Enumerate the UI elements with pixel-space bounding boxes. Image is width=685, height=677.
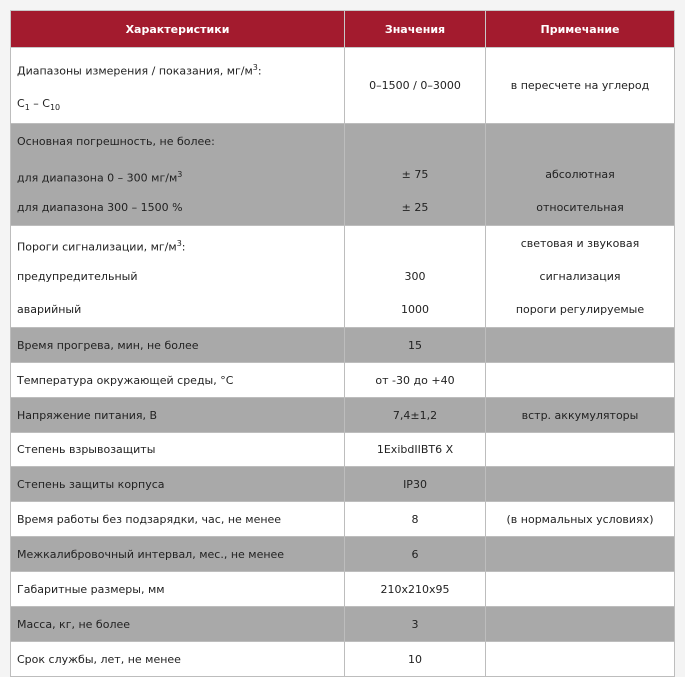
row-label: Габаритные размеры, мм <box>11 572 345 607</box>
error-range2-label: для диапазона 300 – 1500 % <box>17 201 183 214</box>
table-row <box>11 642 675 677</box>
table-row <box>11 502 675 537</box>
table-row-alarms <box>11 226 675 328</box>
ranges-label-cell <box>11 48 345 124</box>
table-row <box>11 607 675 642</box>
row-note <box>486 607 675 642</box>
alarms-warning-value: 300 <box>404 270 426 283</box>
table-row-error <box>11 124 675 226</box>
header-notes: Примечание <box>486 11 675 48</box>
row-label: Время работы без подзарядки, час, не менее <box>11 502 345 537</box>
error-value2: ± 25 <box>401 201 429 214</box>
header-values: Значения <box>345 11 486 48</box>
ranges-value: 0–1500 / 0–3000 <box>345 48 486 124</box>
error-label: Основная погрешность, не более: <box>17 135 215 148</box>
row-note <box>486 572 675 607</box>
header-characteristics: Характеристики <box>11 11 345 48</box>
alarms-note2: сигнализация <box>539 270 621 283</box>
table-row <box>11 363 675 398</box>
row-value: 8 <box>345 502 486 537</box>
row-label: Температура окружающей среды, °C <box>11 363 345 398</box>
alarms-note3: пороги регулируемые <box>515 303 645 316</box>
error-note2: относительная <box>536 201 624 214</box>
row-note <box>486 328 675 363</box>
row-label: Время прогрева, мин, не более <box>11 328 345 363</box>
row-note <box>486 467 675 502</box>
row-value: 210x210x95 <box>345 572 486 607</box>
table-row <box>11 433 675 467</box>
row-value: 15 <box>345 328 486 363</box>
row-label: Степень взрывозащиты <box>11 433 345 467</box>
ranges-note: в пересчете на углерод <box>486 48 675 124</box>
header-row <box>11 11 675 48</box>
row-note <box>486 433 675 467</box>
alarms-note-cell <box>486 226 675 328</box>
row-label: Срок службы, лет, не менее <box>11 642 345 677</box>
row-note: встр. аккумуляторы <box>486 398 675 433</box>
ranges-compound: $C_1 - C_{10}$ <box>17 96 61 112</box>
row-value: 7,4±1,2 <box>345 398 486 433</box>
row-value: 3 <box>345 607 486 642</box>
error-value-cell <box>345 124 486 226</box>
row-value: от -30 до +40 <box>345 363 486 398</box>
error-note1: абсолютная <box>545 168 615 181</box>
table-row <box>11 572 675 607</box>
specs-table <box>10 10 675 677</box>
alarms-value-cell <box>345 226 486 328</box>
ranges-label: Диапазоны измерения / показания, $мг/м^3$: <box>17 62 262 78</box>
error-note-cell <box>486 124 675 226</box>
row-label: Степень защиты корпуса <box>11 467 345 502</box>
error-range1-label: для диапазона 0 – 300 $мг/м^3$ <box>17 170 183 185</box>
row-note: (в нормальных условиях) <box>486 502 675 537</box>
row-value: 10 <box>345 642 486 677</box>
row-value: IP30 <box>345 467 486 502</box>
alarms-label: Пороги сигнализации, $мг/м^3$: <box>17 239 186 254</box>
alarms-emergency-label: аварийный <box>17 303 82 316</box>
table-row-ranges <box>11 48 675 124</box>
row-note <box>486 642 675 677</box>
row-note <box>486 537 675 572</box>
alarms-warning-label: предупредительный <box>17 270 138 283</box>
alarms-label-cell <box>11 226 345 328</box>
row-label: Напряжение питания, В <box>11 398 345 433</box>
alarms-note1: световая и звуковая <box>520 237 640 250</box>
error-value1: ± 75 <box>401 168 429 181</box>
table-row <box>11 467 675 502</box>
row-note <box>486 363 675 398</box>
row-label: Масса, кг, не более <box>11 607 345 642</box>
row-label: Межкалибровочный интервал, мес., не менее <box>11 537 345 572</box>
error-label-cell <box>11 124 345 226</box>
table-row <box>11 398 675 433</box>
table-row <box>11 537 675 572</box>
row-value: 1ExibdIIBT6 X <box>345 433 486 467</box>
row-value: 6 <box>345 537 486 572</box>
alarms-emergency-value: 1000 <box>401 303 429 316</box>
table-row <box>11 328 675 363</box>
